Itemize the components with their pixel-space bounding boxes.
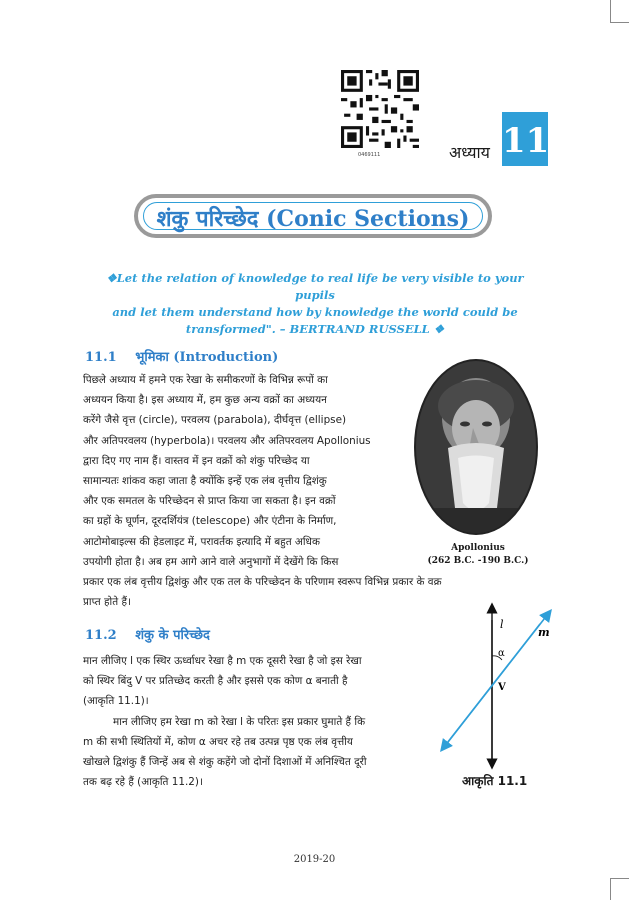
paragraph-line: का ग्रहों के घूर्णन, दूरदर्शियंत्र (telescope) और एंटीना के निर्माण, xyxy=(83,515,337,528)
crop-mark xyxy=(610,878,629,879)
section-number: 11.1 xyxy=(85,350,117,365)
quote-line: transformed". – BERTRAND RUSSELL ❖ xyxy=(185,322,445,336)
label-v: V xyxy=(498,682,506,693)
section-heading-intro xyxy=(85,347,278,365)
paragraph-line: तक बढ़ रहे हैं (आकृति 11.2)। xyxy=(83,776,203,789)
paragraph-line: और अतिपरवलय (hyperbola)। परवलय और अतिपरवलय Apollonius xyxy=(83,434,371,447)
qr-code xyxy=(341,70,419,148)
paragraph-line: अध्ययन किया है। इस अध्याय में, हम कुछ अन्य वक्रों का अध्ययन xyxy=(83,394,327,407)
quote-line: ❖Let the relation of knowledge to real life be very visible to your pupils xyxy=(106,271,524,302)
label-alpha: α xyxy=(498,648,505,659)
qr-caption: 0469111 xyxy=(358,152,381,158)
paragraph-line: मान लीजिए l एक स्थिर ऊर्ध्वाधर रेखा है m एक दूसरी रेखा है जो इस रेखा xyxy=(83,655,362,667)
paragraph-line: प्रकार एक लंब वृत्तीय द्विशंकु और एक तल के परिच्छेदन के परिणाम स्वरूप विभिन्न प्रकार के वक्र xyxy=(83,576,442,588)
paragraph-line: और एक समतल के परिच्छेदन से प्राप्त किया जा सकता है। इन वक्रों xyxy=(83,495,336,508)
chapter-title-frame xyxy=(134,194,492,238)
paragraph-line: मान लीजिए हम रेखा m को रेखा l के परितः इस प्रकार घुमाते हैं कि xyxy=(113,715,366,728)
crop-mark xyxy=(610,878,611,900)
paragraph-line: को स्थिर बिंदु V पर प्रतिच्छेद करती है और इससे एक कोण α बनाती है xyxy=(83,675,348,688)
figure-11-1 xyxy=(440,600,560,770)
portrait-caption xyxy=(413,542,543,568)
chapter-number: 11 xyxy=(502,112,548,166)
paragraph-line: करेंगे जैसे वृत्त (circle), परवलय (parabola), दीर्घवृत्त (ellipse) xyxy=(83,414,347,427)
section-heading-conic xyxy=(85,625,210,643)
portrait-dates: (262 B.C. -190 B.C.) xyxy=(427,556,529,566)
section-title: शंकु के परिच्छेद xyxy=(135,628,210,643)
paragraph-line: उपयोगी होता है। अब हम आगे आने वाले अनुभागों में देखेंगे कि किस xyxy=(83,555,339,568)
label-m: m xyxy=(538,626,550,639)
page-footer: 2019-20 xyxy=(293,854,336,865)
section-number: 11.2 xyxy=(85,628,117,643)
crop-mark xyxy=(610,0,611,22)
paragraph-line: पिछले अध्याय में हमने एक रेखा के समीकरणों के विभिन्न रूपों का xyxy=(83,374,328,386)
epigraph-quote xyxy=(100,270,530,338)
paragraph-line: सामान्यतः शांकव कहा जाता है क्योंकि इन्हें एक लंब वृत्तीय द्विशंकु xyxy=(83,475,327,487)
figure-caption: आकृति 11.1 xyxy=(462,774,528,788)
paragraph-line: प्राप्त होते हैं। xyxy=(83,596,131,609)
label-l: l xyxy=(500,618,504,631)
paragraph-line: आटोमोबाइल्स की हेडलाइट में, परावर्तक इत्यादि में बहुत अधिक xyxy=(83,535,320,548)
portrait-name: Apollonius xyxy=(451,543,505,553)
paragraph-line: (आकृति 11.1)। xyxy=(83,695,149,708)
crop-mark xyxy=(610,22,629,23)
chapter-title: शंकु परिच्छेद (Conic Sections) xyxy=(156,206,470,232)
paragraph-line: खोखले द्विशंकु हैं जिन्हें अब से शंकु कहेंगे जो दोनों दिशाओं में अनिश्चित दूरी xyxy=(83,756,367,768)
section-title: भूमिका (Introduction) xyxy=(135,350,279,365)
chapter-word: अध्याय xyxy=(449,143,490,162)
apollonius-portrait xyxy=(413,358,539,536)
paragraph-line: द्वारा दिए गए नाम हैं। वास्तव में इन वक्रों को शंकु परिच्छेद या xyxy=(83,454,310,467)
paragraph-line: m की सभी स्थितियों में, कोण α अचर रहे तब उत्पन्न पृष्ठ एक लंब वृत्तीय xyxy=(83,735,353,748)
quote-line: and let them understand how by knowledge the world could be xyxy=(112,305,518,319)
